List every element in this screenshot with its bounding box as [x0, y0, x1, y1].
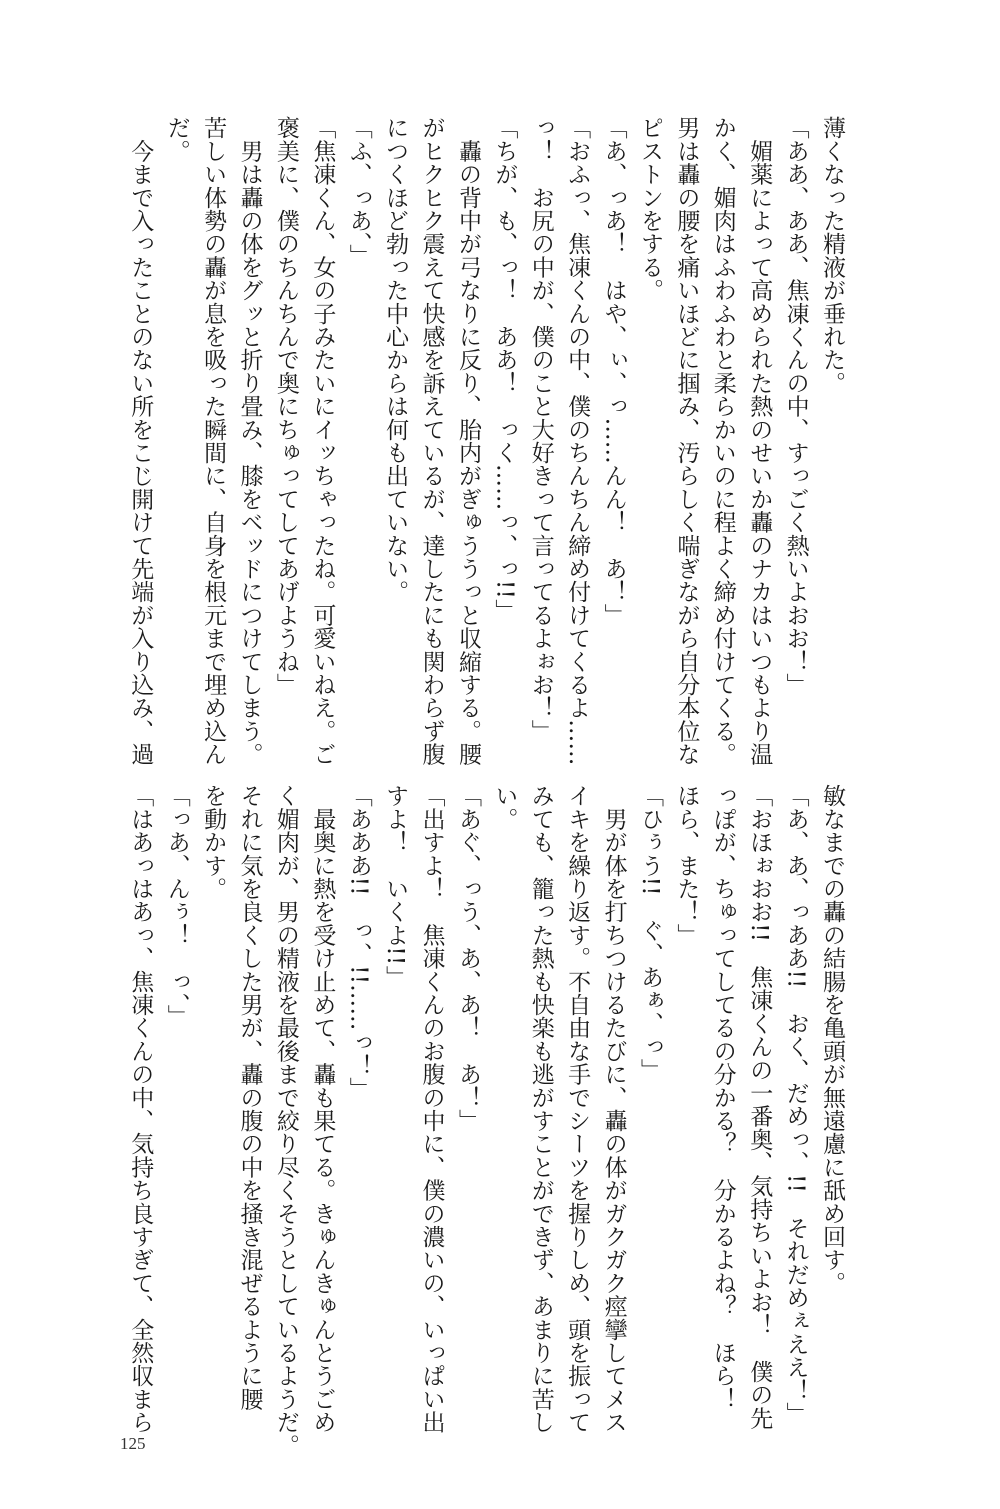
text-line: につくほど勃った中心からは何も出ていない。 [382, 116, 409, 604]
text-line: 「おほぉおお!! 焦凍くんの一番奥、気持ちいよお！ 僕の先 [746, 784, 773, 1430]
text-line: イキを繰り返す。不自由な手でシーツを握りしめ、頭を振って [564, 784, 591, 1434]
text-line: 「ひぅう!! ぐ、あぁ、っ」 [636, 784, 663, 1082]
text-line: っ！ お尻の中が、僕のこと大好きって言ってるよぉお！」 [527, 116, 554, 743]
text-line: 「あ、っあ！ はや、ぃ、っ……んん！ あ！」 [600, 116, 627, 627]
text-line: かく、媚肉はふわふわと柔らかいのに程よく締め付けてくる。 [709, 116, 736, 766]
text-line: みても、籠った熱も快楽も逃がすことができず、あまりに苦し [527, 784, 554, 1434]
text-line: 「っあ、んぅ！ っ、」 [163, 784, 190, 1028]
text-line: だ。 [163, 116, 190, 163]
text-line: 男は轟の腰を痛いほどに掴み、汚らしく喘ぎながら自分本位な [673, 116, 700, 766]
text-line: 最奥に熱を受け止めて、轟も果てる。きゅんきゅんとうごめ [309, 784, 336, 1434]
text-line: 敏なまでの轟の結腸を亀頭が無遠慮に舐め回す。 [819, 784, 845, 1295]
page-number: 125 [120, 1434, 146, 1453]
text-line: 「はあっはあっ、焦凍くんの中、気持ち良すぎて、全然収まら [127, 784, 154, 1434]
text-line: 「おふっ、焦凍くんの中、僕のちんちん締め付けてくるよ…… [564, 116, 591, 766]
text-line: く媚肉が、男の精液を最後まで絞り尽くそうとしているようだ。 [272, 784, 299, 1457]
text-line: それに気を良くした男が、轟の腹の中を掻き混ぜるように腰 [236, 784, 263, 1411]
text-line: すよ！ いくよ!!」 [382, 784, 409, 989]
text-line: 薄くなった精液が垂れた。 [819, 116, 845, 395]
text-line: 轟の背中が弓なりに反り、胎内がぎゅううっと収縮する。腰 [454, 116, 481, 766]
text-line: ピストンをする。 [636, 116, 663, 302]
text-line: 褒美に、僕のちんちんで奥にちゅってしてあげようね」 [272, 116, 299, 696]
text-line: 「ふ、っあ、」 [345, 116, 372, 267]
text-line: 「あああ!! っ、!!……っ！」 [345, 784, 372, 1101]
text-line: 「ちが、も、っ！ ああ！ っく……っ、っ!!」 [491, 116, 518, 623]
text-line: 「あ、あ、っああ!! おく、だめっ、!! それだめぇええ！」 [782, 784, 809, 1425]
text-line: 男は轟の体をグッと折り畳み、膝をベッドにつけてしまう。 [236, 116, 263, 766]
text-line: 「あぐ、っう、あ、あ！ あ！」 [454, 784, 481, 1132]
text-line: がヒクヒク震えて快感を訴えているが、達したにも関わらず腹 [418, 116, 445, 766]
text-line: い。 [491, 784, 518, 831]
text-line: を動かす。 [200, 784, 227, 900]
text-line: っぽが、ちゅってしてるの分かる？ 分かるよね？ ほら！ [709, 784, 736, 1411]
text-line: 苦しい体勢の轟が息を吸った瞬間に、自身を根元まで埋め込ん [200, 116, 227, 766]
text-line: 「出すよ！ 焦凍くんのお腹の中に、僕の濃いの、いっぱい出 [418, 784, 445, 1434]
text-line: 男が体を打ちつけるたびに、轟の体がガクガク痙攣してメス [600, 784, 627, 1434]
text-line: ほら、また！」 [673, 784, 700, 947]
text-line: 「ああ、ああ、焦凍くんの中、すっごく熱いよおお！」 [782, 116, 809, 696]
text-block-upper [127, 116, 850, 766]
text-line: 媚薬によって高められた熱のせいか轟のナカはいつもより温 [746, 116, 773, 766]
text-line: 今まで入ったことのない所をこじ開けて先端が入り込み、過 [127, 116, 154, 766]
text-line: 「焦凍くん、女の子みたいにイッちゃったね。可愛いねえ。ご [309, 116, 336, 766]
